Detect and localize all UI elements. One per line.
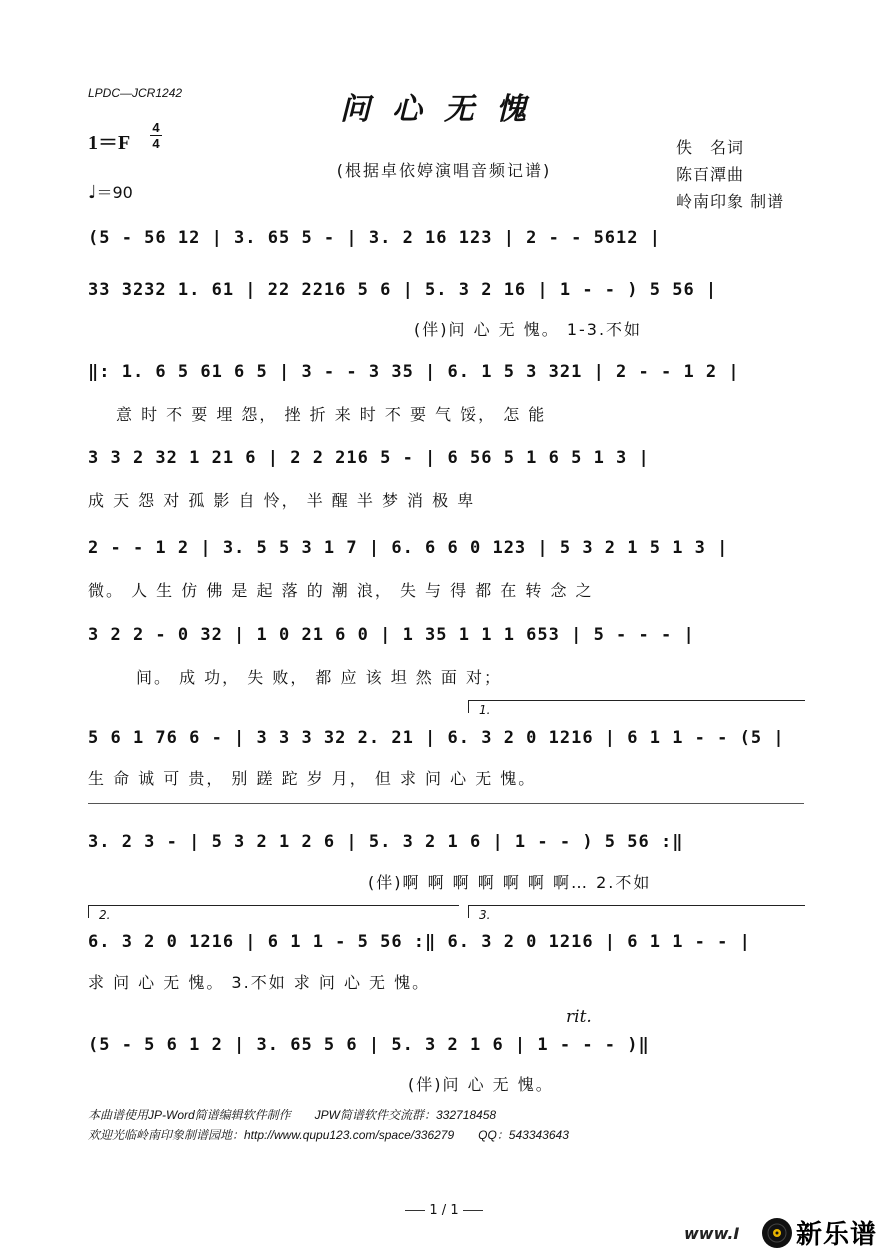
lyric-line: (伴)问 心 无 愧。 <box>408 1075 554 1094</box>
ritardando-marking: rit. <box>566 1007 592 1027</box>
music-line: (5 - 5 6 1 2 | 3. 65 5 6 | 5. 3 2 1 6 | 1 - - - )‖ <box>88 1035 650 1055</box>
song-title: 问心无愧 <box>340 92 548 127</box>
tempo-value: ＝90 <box>96 183 133 202</box>
music-line: 33 3232 1. 61 | 22 2216 5 6 | 5. 3 2 16 | 1 - - ) 5 56 | <box>88 280 718 300</box>
lyric-line: (伴)问 心 无 愧。 1-3.不如 <box>414 320 643 339</box>
page-number-rule <box>463 1210 483 1211</box>
score-code: LPDC—JCR1242 <box>88 86 183 100</box>
time-signature <box>150 121 162 150</box>
lyric-line: (伴)啊 啊 啊 啊 啊 啊 啊… 2.不如 <box>368 873 652 892</box>
arranger: 岭南印象 制谱 <box>676 192 785 211</box>
lyric-line: 生 命 诚 可 贵， 别 蹉 跎 岁 月， 但 求 问 心 无 愧。 <box>88 769 537 788</box>
volta-second: 2. <box>88 905 459 918</box>
music-line: ‖: 1. 6 5 61 6 5 | 3 - - 3 35 | 6. 1 5 3 321 | 2 - - 1 2 | <box>88 362 740 382</box>
lyric-line: 微。 人 生 仿 佛 是 起 落 的 潮 浪， 失 与 得 都 在 转 念 之 <box>88 581 594 600</box>
watermark-brand: 新乐谱 <box>796 1220 878 1250</box>
subtitle: (根据卓依婷演唱音频记谱) <box>336 161 552 180</box>
music-line: (5 - 56 12 | 3. 65 5 - | 3. 2 16 123 | 2 - - 5612 | <box>88 228 661 248</box>
music-line: 3. 2 3 - | 5 3 2 1 2 6 | 5. 3 2 1 6 | 1 - - ) 5 56 :‖ <box>88 832 684 852</box>
tempo-marking <box>88 180 133 203</box>
music-line: 5 6 1 76 6 - | 3 3 3 32 2. 21 | 6. 3 2 0 1216 | 6 1 1 - - (5 | <box>88 728 785 748</box>
lyric-line: 间。 成 功， 失 败， 都 应 该 坦 然 面 对； <box>136 668 502 687</box>
quarter-note-icon: ♩ <box>88 182 97 203</box>
lyric-line: 成 天 怨 对 孤 影 自 怜， 半 醒 半 梦 消 极 卑 <box>88 491 476 510</box>
volta-first: 1. <box>468 700 805 713</box>
footer-website-note: 欢迎光临岭南印象制谱园地：http://www.qupu123.com/space/336279 QQ：543343643 <box>88 1128 569 1142</box>
meter-top: 4 <box>152 120 160 135</box>
credits <box>676 134 784 215</box>
composer: 陈百潭曲 <box>676 165 745 184</box>
footer-software-note: 本曲谱使用JP-Word简谱编辑软件制作 JPW简谱软件交流群：332718458 <box>88 1108 497 1122</box>
watermark-url: www.I <box>684 1224 740 1243</box>
lyricist: 佚 名词 <box>676 138 745 157</box>
separator-line <box>88 803 804 804</box>
meter-bottom: 4 <box>152 136 160 151</box>
music-line: 3 2 2 - 0 32 | 1 0 21 6 0 | 1 35 1 1 1 653 | 5 - - - | <box>88 625 695 645</box>
page-number: 1 / 1 <box>0 1203 888 1218</box>
lyric-line: 意 时 不 要 埋 怨， 挫 折 来 时 不 要 气 馁， 怎 能 <box>116 405 547 424</box>
music-line: 2 - - 1 2 | 3. 5 5 3 1 7 | 6. 6 6 0 123 | 5 3 2 1 5 1 3 | <box>88 538 729 558</box>
lyric-line: 求 问 心 无 愧。 3.不如 求 问 心 无 愧。 <box>88 973 431 992</box>
volta-third: 3. <box>468 905 805 918</box>
music-line: 3 3 2 32 1 21 6 | 2 2 216 5 - | 6 56 5 1 6 5 1 3 | <box>88 448 650 468</box>
music-line: 6. 3 2 0 1216 | 6 1 1 - 5 56 :‖ 6. 3 2 0 1216 | 6 1 1 - - | <box>88 932 751 952</box>
vinyl-record-icon <box>760 1216 800 1250</box>
key-signature: 1＝F <box>88 132 131 154</box>
page-number-rule <box>405 1210 425 1211</box>
